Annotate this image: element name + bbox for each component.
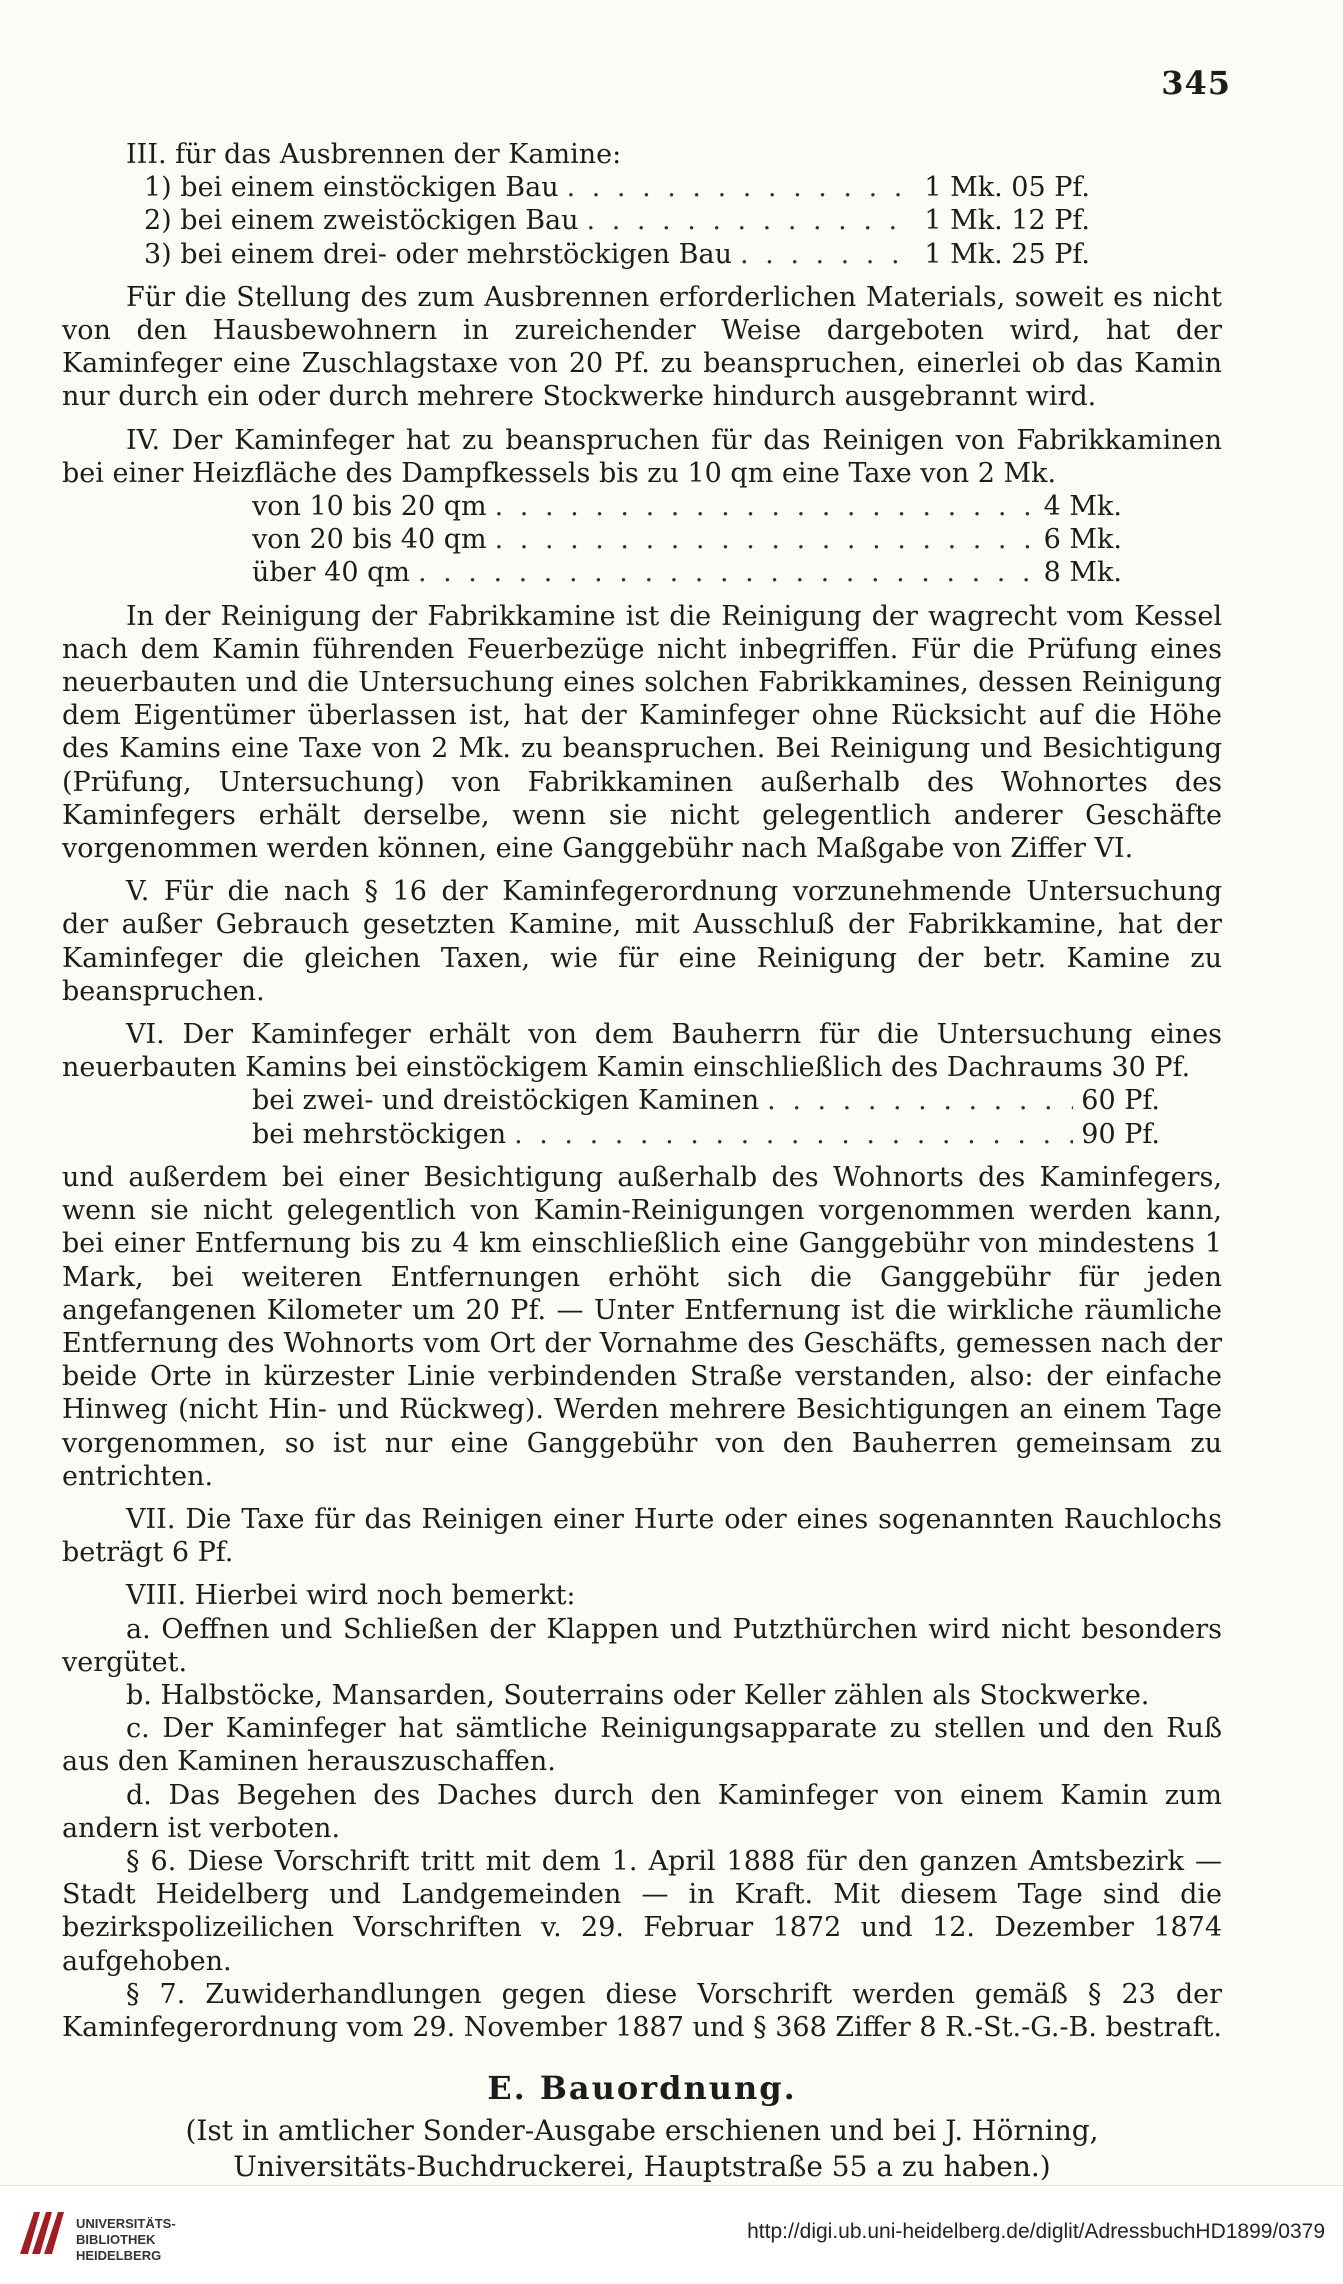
section-iii-heading: III. für das Ausbrennen der Kamine: (126, 139, 622, 170)
tariff-row: von 20 bis 40 qm . . . 6 Mk. (252, 523, 1122, 556)
library-name: UNIVERSITÄTS- BIBLIOTHEK HEIDELBERG (76, 2216, 176, 2263)
source-url-link[interactable]: http://digi.ub.uni-heidelberg.de/diglit/AdressbuchHD1899/0379 (747, 2220, 1325, 2243)
remarks-list (62, 1613, 1222, 1845)
tariff-row: über 40 qm . . . 8 Mk. (252, 556, 1122, 589)
page-number: 345 (1161, 64, 1231, 102)
section-vi-intro: VI. Der Kaminfeger erhält von dem Bauherrn für die Untersuchung eines neuerbauten Kamins bei einstöckigem Kamin einschließlich des Dachraums 30 Pf. (62, 1019, 1222, 1084)
section-iv-paragraph: In der Reinigung der Fabrikkamine ist die Reinigung der wagrecht vom Kessel nach dem Kamin führenden Feuerbezüge nicht inbegriffen. Für die Prüfung eines neuerbauten und die Untersuchung eines solchen Fabrikkamines, dessen Reinigung dem Eigentümer überlassen ist, hat der Kaminfeger ohne Rücksicht auf die Höhe des Kamins eine Taxe von 2 Mk. zu beanspruchen. Bei Reinigung und Besichtigung (Prüfung, Untersuchung) von Fabrikkaminen außerhalb des Wohnortes des Kaminfegers erhält derselbe, wenn sie nicht gelegentlich anderer Geschäfte vorgenommen werden können, eine Ganggebühr nach Maßgabe von Ziffer VI. (62, 600, 1222, 865)
section-e-title: E. Bauordnung. (487, 2069, 797, 2108)
section-e-note-line1: (Ist in amtlicher Sonder-Ausgabe erschienen und bei J. Hörning, (185, 2114, 1099, 2148)
list-item: b. Halbstöcke, Mansarden, Souterrains oder Keller zählen als Stockwerke. (126, 1679, 1150, 1711)
tariff-row: von 10 bis 20 qm . . . 4 Mk. (252, 490, 1122, 523)
section-viii-heading: VIII. Hierbei wird noch bemerkt: (126, 1580, 576, 1612)
section-vi-paragraph: und außerdem bei einer Besichtigung außerhalb des Wohnorts des Kaminfegers, wenn sie nicht gelegentlich von Kamin-Reinigungen vorgenommen werden kann, bei einer Entfernung bis zu 4 km einschließlich eine Ganggebühr von mindestens 1 Mark, bei weiteren Entfernungen erhöht sich die Ganggebühr für jeden angefangenen Kilometer um 20 Pf. — Unter Entfernung ist die wirkliche räumliche Entfernung des Wohnorts vom Ort der Vornahme des Geschäfts, gemessen nach der beide Orte in kürzester Linie verbindenden Straße verstanden, also: der einfache Hinweg (nicht Hin- und Rückweg). Werden mehrere Besichtigungen an einem Tage vorgenommen, so ist nur eine Ganggebühr von den Bauherren gemeinsam zu entrichten. (62, 1161, 1222, 1492)
section-iii-paragraph: Für die Stellung des zum Ausbrennen erforderlichen Materials, soweit es nicht von den Hausbewohnern in zureichender Weise dargeboten wird, hat der Kaminfeger eine Zuschlagstaxe von 20 Pf. zu beanspruchen, einerlei ob das Kamin nur durch ein oder durch mehrere Stockwerke hindurch ausgebrannt wird. (62, 281, 1222, 413)
footer-bar (0, 2185, 1343, 2284)
section-v-paragraph: V. Für die nach § 16 der Kaminfegerordnung vorzunehmende Untersuchung der außer Gebrauch gesetzten Kamine, mit Ausschluß der Fabrikkamine, hat der Kaminfeger die gleichen Taxen, wie für eine Reinigung der betr. Kamine zu beanspruchen. (62, 876, 1222, 1007)
page-body (62, 138, 1222, 2185)
tariff-row: 1) bei einem einstöckigen Bau . . . 1 Mk. 05 Pf. (144, 171, 1090, 204)
paragraph-6: § 6. Diese Vorschrift tritt mit dem 1. April 1888 für den ganzen Amtsbezirk — Stadt Heidelberg und Landgemeinden — in Kraft. Mit diesem Tage sind die bezirkspolizeilichen Vorschriften v. 29. Februar 1872 und 12. Dezember 1874 aufgehoben. (62, 1845, 1222, 1977)
university-library-logo-icon (14, 2206, 68, 2260)
list-item: a. Oeffnen und Schließen der Klappen und Putzthürchen wird nicht besonders vergütet. (62, 1613, 1222, 1678)
tariff-row: 2) bei einem zweistöckigen Bau . . . 1 Mk. 12 Pf. (144, 204, 1090, 237)
section-iv-intro: IV. Der Kaminfeger hat zu beanspruchen für das Reinigen von Fabrikkaminen bei einer Heizfläche des Dampfkessels bis zu 10 qm eine Taxe von 2 Mk. (62, 424, 1222, 489)
tariff-row: bei mehrstöckigen . . . 90 Pf. (252, 1118, 1160, 1151)
list-item: c. Der Kaminfeger hat sämtliche Reinigungsapparate zu stellen und den Ruß aus den Kaminen herauszuschaffen. (62, 1713, 1222, 1778)
section-e-note-line2: Universitäts-Buchdruckerei, Hauptstraße 55 a zu haben.) (233, 2150, 1051, 2184)
list-item: d. Das Begehen des Daches durch den Kaminfeger von einem Kamin zum andern ist verboten. (62, 1779, 1222, 1844)
tariff-row: bei zwei- und dreistöckigen Kaminen . . . 60 Pf. (252, 1084, 1160, 1117)
section-vii-paragraph: VII. Die Taxe für das Reinigen einer Hurte oder eines sogenannten Rauchlochs beträgt 6 Pf. (62, 1503, 1222, 1569)
paragraph-7: § 7. Zuwiderhandlungen gegen diese Vorschrift werden gemäß § 23 der Kaminfegerordnung vom 29. November 1887 und § 368 Ziffer 8 R.-St.-G.-B. bestraft. (62, 1978, 1222, 2043)
tariff-row: 3) bei einem drei- oder mehrstöckigen Bau . . . 1 Mk. 25 Pf. (144, 238, 1090, 271)
